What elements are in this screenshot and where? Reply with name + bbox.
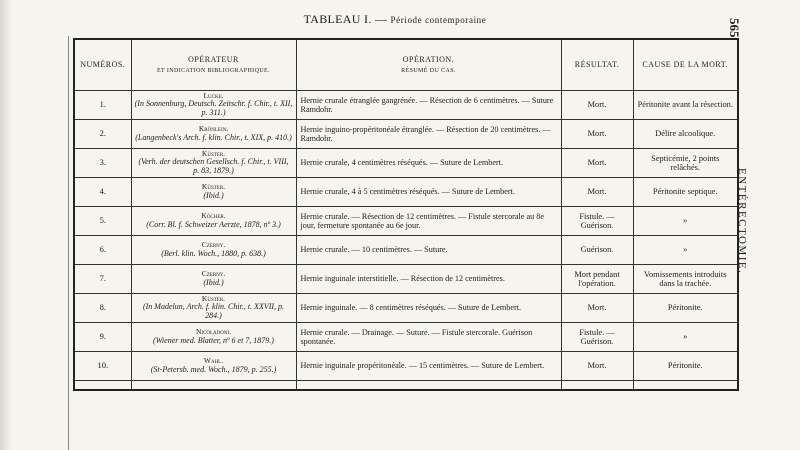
table-row-continuation [74, 381, 738, 391]
operation-summary: Hernie inguinale propéritonéale. — 15 centimètres. — Suture de Lembert. [296, 352, 561, 381]
cause-of-death-cell: Délire alcoolique. [633, 120, 738, 149]
table-row [74, 178, 738, 207]
operator-name: Czerny. [201, 269, 226, 279]
result-cell: Guérison. [561, 236, 633, 265]
cause-of-death-cell: » [633, 207, 738, 236]
operator-name: Köcher. [201, 211, 226, 221]
bibliographic-reference: (Corr. Bl. f. Schweizer Aerzte, 1878, nº 3.) [146, 219, 281, 229]
bibliographic-reference: (Wiener med. Blatter, nº 6 et 7, 1879.) [153, 335, 274, 345]
operator-cell [131, 120, 296, 149]
operator-name: Wahl. [203, 356, 224, 366]
operator-cell [131, 149, 296, 178]
result-cell: Fistule. — Guérison. [561, 207, 633, 236]
row-number: 1. [74, 91, 131, 120]
column-header-cause: CAUSE DE LA MORT. [633, 39, 738, 91]
row-number: 8. [74, 294, 131, 323]
bibliographic-reference: (In Sonnenburg, Deutsch. Zeitschr. f. Chir., t. XII, p. 311.) [134, 99, 293, 118]
bibliographic-reference: (St-Petersb. med. Woch., 1879, p. 255.) [150, 364, 277, 374]
operator-cell [131, 236, 296, 265]
cases-table [73, 38, 739, 391]
result-cell: Mort. [561, 178, 633, 207]
table-row [74, 236, 738, 265]
row-number: 10. [74, 352, 131, 381]
bibliographic-reference: (Ibid.) [203, 277, 224, 287]
cause-of-death-cell: » [633, 323, 738, 352]
operator-cell [131, 178, 296, 207]
operation-summary: Hernie inguinale. — 8 centimètres réséqués. — Suture de Lembert. [296, 294, 561, 323]
row-number: 3. [74, 149, 131, 178]
table-row [74, 91, 738, 120]
column-header-operation: OPÉRATION. RÉSUMÉ DU CAS. [296, 39, 561, 91]
operation-summary: Hernie inguinale interstitielle. — Résection de 12 centimètres. [296, 265, 561, 294]
column-subheader-operateur: ET INDICATION BIBLIOGRAPHIQUE. [156, 67, 271, 74]
operator-name: Czerny. [201, 240, 226, 250]
operator-cell [131, 265, 296, 294]
operation-summary: Hernie inguino-propéritonéale étranglée. — Résection de 20 centimètres. — Ramdohr. [296, 120, 561, 149]
operator-name: Küster. [201, 148, 226, 158]
operator-name: Küster. [201, 182, 226, 192]
table-title: TABLEAU I. — [303, 12, 391, 26]
operator-name: Küster. [201, 293, 226, 303]
operator-cell [131, 352, 296, 381]
operation-summary: Hernie crurale étranglée gangrénée. — Résection de 6 centimètres. — Suture Ramdohr. [296, 91, 561, 120]
cause-of-death-cell: Vomissements introduits dans la trachée. [633, 265, 738, 294]
table-row [74, 352, 738, 381]
table-row [74, 265, 738, 294]
row-number: 6. [74, 236, 131, 265]
page-edge-shadow [0, 0, 12, 450]
operator-name: Krönlein. [198, 124, 229, 134]
row-number: 5. [74, 207, 131, 236]
table-row [74, 120, 738, 149]
operator-cell [131, 294, 296, 323]
cause-of-death-cell: » [633, 236, 738, 265]
operator-cell [131, 323, 296, 352]
bibliographic-reference: (Berl. klin. Woch., 1880, p. 638.) [161, 248, 266, 258]
bibliographic-reference: (Langenbeck's Arch. f. klin. Chir., t. XIX, p. 410.) [135, 132, 292, 142]
bibliographic-reference: (In Madelun, Arch. f. klin. Chir., t. XXVII, p. 284.) [142, 302, 285, 321]
column-subheader-operation: RÉSUMÉ DU CAS. [401, 67, 456, 74]
result-cell: Mort pendant l'opération. [561, 265, 633, 294]
operation-summary: Hernie crurale, 4 à 5 centimètres réséqués. — Suture de Lembert. [296, 178, 561, 207]
operator-name: Lucke. [203, 90, 224, 100]
result-cell: Mort. [561, 149, 633, 178]
operation-summary: Hernie crurale. — 10 centimètres. — Suture. [296, 236, 561, 265]
result-cell: Mort. [561, 120, 633, 149]
operation-summary: Hernie crurale, 4 centimètres réséqués. — Suture de Lembert. [296, 149, 561, 178]
row-number: 7. [74, 265, 131, 294]
row-number: 4. [74, 178, 131, 207]
table-row [74, 149, 738, 178]
bibliographic-reference: (Ibid.) [203, 190, 224, 200]
result-cell: Mort. [561, 91, 633, 120]
result-cell: Mort. [561, 352, 633, 381]
column-header-operateur: OPÉRATEUR ET INDICATION BIBLIOGRAPHIQUE. [131, 39, 296, 91]
operation-summary: Hernie crurale. — Drainage. — Suture. — Fistule stercorale. Guérison spontanée. [296, 323, 561, 352]
cause-of-death-cell: Péritonite septique. [633, 178, 738, 207]
side-running-title: ENTÉRECTOMIE. [736, 168, 748, 275]
table-subtitle: Période contemporaine [390, 15, 487, 25]
result-cell: Fistule. — Guérison. [561, 323, 633, 352]
cause-of-death-cell: Péritonite. [633, 294, 738, 323]
table-row [74, 207, 738, 236]
operator-name: Nicoladoni. [195, 327, 232, 337]
operator-cell [131, 91, 296, 120]
operation-summary: Hernie crurale. — Résection de 12 centimètres. — Fistule stercorale au 8e jour, fermeture spontanée au 6e jour. [296, 207, 561, 236]
bibliographic-reference: (Verh. der deutschen Gesellsch. f. Chir., t. VIII, p. 83, 1879.) [138, 157, 289, 176]
cause-of-death-cell: Septicémie, 2 points relâchés. [633, 149, 738, 178]
table-row [74, 294, 738, 323]
result-cell: Mort. [561, 294, 633, 323]
cause-of-death-cell: Péritonite. [633, 352, 738, 381]
column-header-numeros: NUMÉROS. [74, 39, 131, 91]
operator-cell [131, 207, 296, 236]
page-number: 565 [727, 18, 742, 38]
row-number: 2. [74, 120, 131, 149]
row-number: 9. [74, 323, 131, 352]
left-margin-rule [68, 36, 69, 450]
table-header-row [74, 39, 738, 91]
cause-of-death-cell: Péritonite avant la résection. [633, 91, 738, 120]
table-row [74, 323, 738, 352]
column-header-resultat: RÉSULTAT. [561, 39, 633, 91]
table-header-title [60, 12, 730, 27]
